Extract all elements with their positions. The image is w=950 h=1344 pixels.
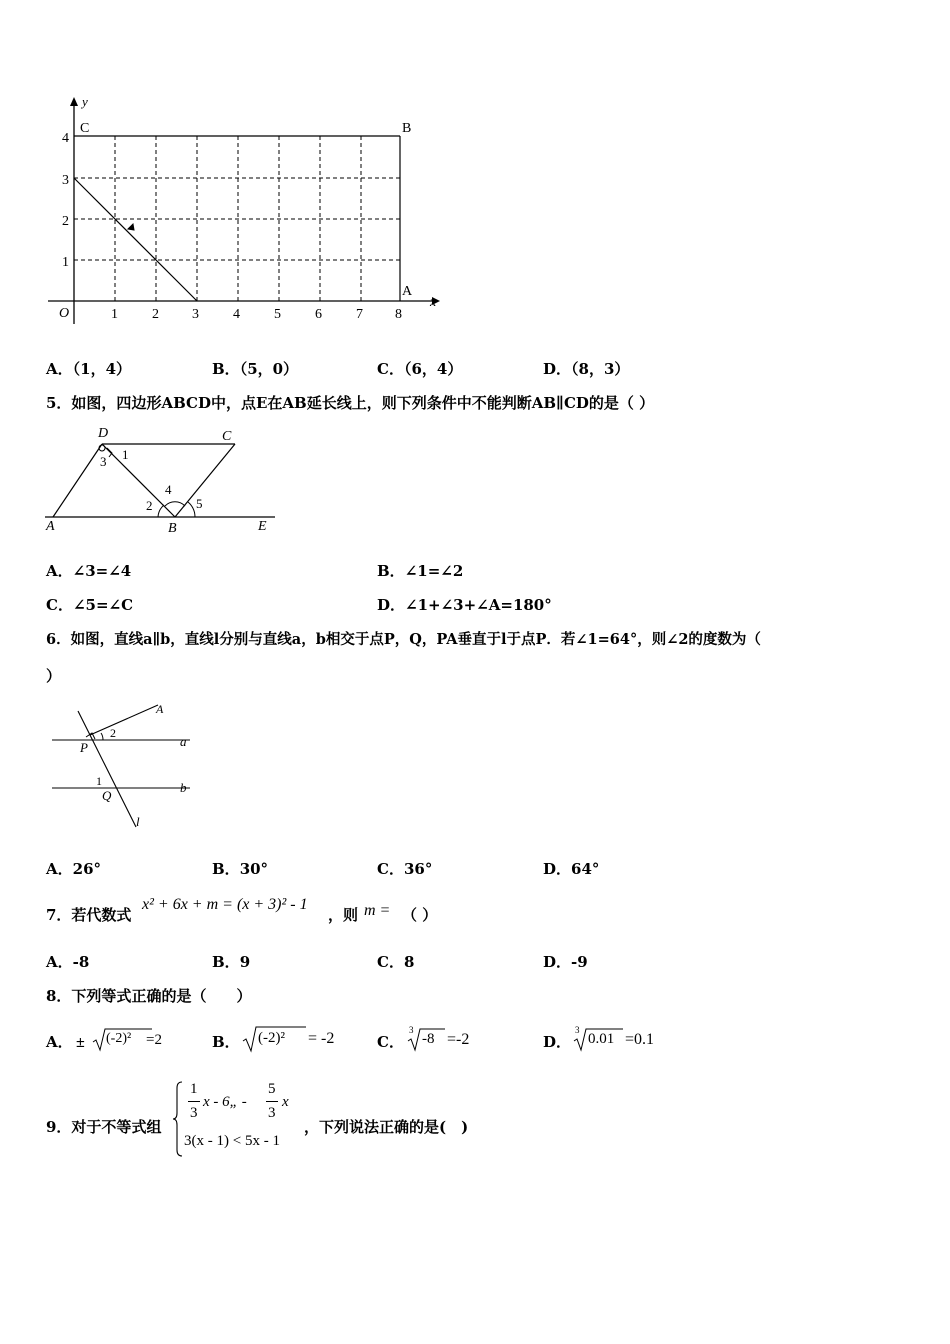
q6-option-c[interactable] [377,862,432,877]
q6-option-d[interactable] [543,862,599,877]
q6-stem-line2: ） [46,667,62,685]
q8-option-a[interactable] [46,1025,196,1055]
q7-prefix: 7．若代数式 [46,906,132,924]
svg-text:l: l [136,814,140,829]
q5-option-a[interactable] [46,564,131,579]
y-tick-3: 3 [62,173,69,188]
point-b-label: B [402,121,412,136]
option-text: ∠1=∠2 [404,562,464,580]
svg-text:a: a [180,734,187,749]
fraction-denominator: 3 [190,1105,198,1121]
q9-prefix: 9．对于不等式组 [46,1118,162,1136]
x-tick-4: 4 [233,307,240,322]
q4-option-a[interactable] [46,362,131,377]
option-letter: C． [46,596,73,614]
x-tick-5: 5 [274,307,281,322]
q6-stem-line1: 6．如图，直线a∥b，直线l分别与直线a，b相交于点P，Q，PA垂直于l于点P．若∠1=64°，则∠2的度数为（ [46,631,761,648]
q7-option-d[interactable] [543,955,588,970]
fraction-numerator: 1 [190,1081,198,1097]
y-axis-label: y [82,94,88,109]
option-letter: A． [46,953,73,971]
option-letter: B． [212,360,240,378]
option-text: 30° [239,860,269,878]
horizontal-gridlines [74,178,400,260]
svg-text:E: E [258,519,267,534]
option-letter: D． [377,596,406,614]
x-tick-2: 2 [152,307,159,322]
q5-option-b[interactable] [377,564,463,579]
option-text: （8，3） [571,360,630,378]
svg-text:2: 2 [146,498,153,513]
option-letter: C． [377,360,404,378]
option-text: （1，4） [72,360,132,378]
option-text: ∠5=∠C [72,596,134,614]
option-text: -9 [571,953,588,971]
svg-text:5: 5 [196,496,203,511]
option-letter: D． [543,860,572,878]
svg-text:1: 1 [122,447,129,462]
fraction-bar [266,1101,278,1102]
y-tick-2: 2 [62,214,69,229]
option-letter: B． [377,562,405,580]
option-letter: A． [46,360,73,378]
svg-text:B: B [168,521,177,536]
option-text: 36° [403,860,433,878]
option-text: 8 [403,953,415,971]
svg-text:3: 3 [100,454,107,469]
quadrilateral-figure [40,420,280,540]
q8-option-b[interactable] [212,1025,362,1055]
plus-minus-sign: ± [76,1034,85,1051]
option-letter: A． [46,562,73,580]
q7-option-c[interactable] [377,955,414,970]
q4-option-d[interactable] [543,362,629,377]
svg-text:b: b [180,780,187,795]
radicand: (-2)² [106,1031,132,1046]
fraction-denominator: 3 [268,1105,276,1121]
svg-text:Q: Q [102,788,112,803]
option-text: -8 [72,953,90,971]
motion-path [74,178,197,301]
svg-text:1: 1 [96,774,102,788]
q5-stem: 5．如图，四边形ABCD中，点E在AB延长线上，则下列条件中不能判断AB∥CD的是（ ） [46,394,655,412]
option-letter: C． [377,860,404,878]
q5-option-d[interactable] [377,598,552,613]
q7-suffix: （ ） [402,906,438,924]
parallel-lines-figure [40,695,210,835]
option-text: 9 [239,953,251,971]
option-text: （5，0） [239,360,299,378]
fraction-numerator: 5 [268,1081,276,1097]
x-tick-1: 1 [111,307,118,322]
right-hand-side: =-2 [447,1031,470,1048]
svg-text:D: D [98,426,109,441]
right-hand-side: =0.1 [625,1031,655,1048]
point-c-label: C [80,121,90,136]
option-letter: A． [46,860,73,878]
svg-text:4: 4 [165,482,172,497]
inequality-end: x [282,1094,289,1110]
svg-text:C: C [222,429,232,444]
x-tick-3: 3 [192,307,199,322]
motion-arrow [128,224,134,230]
origin-label: O [59,306,70,321]
x-tick-7: 7 [356,307,363,322]
q6-option-a[interactable] [46,862,101,877]
svg-text:P: P [80,740,88,755]
option-letter: C． [377,953,404,971]
option-letter: B． [212,1033,240,1051]
q7-middle: ，则 [328,906,359,924]
svg-text:2: 2 [110,726,116,740]
q6-option-b[interactable] [212,862,268,877]
root-index: 3 [409,1025,414,1035]
option-letter: D． [543,1033,572,1051]
x-tick-6: 6 [315,307,322,322]
option-text: ∠1+∠3+∠A=180° [405,596,552,614]
svg-text:A: A [46,519,55,534]
option-letter: B． [212,953,240,971]
q4-option-c[interactable] [377,362,462,377]
coordinate-grid-figure [40,92,450,327]
q9-suffix: ，下列说法正确的是( ) [304,1118,469,1136]
q7-variable: m = [364,902,391,919]
y-tick-1: 1 [62,255,69,270]
q5-option-c[interactable] [46,598,133,613]
q8-stem: 8．下列等式正确的是（ ） [46,987,252,1005]
option-letter: D． [543,360,572,378]
y-axis-arrow [70,97,78,106]
right-hand-side: = -2 [308,1030,335,1047]
right-hand-side: =2 [146,1032,162,1048]
q7-expression: x² + 6x + m = (x + 3)² - 1 [142,896,308,913]
fraction-bar [188,1101,200,1102]
option-letter: A． [46,1033,73,1051]
x-axis-label: x [430,295,437,310]
option-letter: C． [377,1033,404,1051]
point-a-label: A [402,284,413,299]
radicand: -8 [422,1031,435,1047]
q7-option-b[interactable] [212,955,250,970]
option-text: （6，4） [403,360,463,378]
radicand: 0.01 [588,1031,615,1047]
x-tick-8: 8 [395,307,402,322]
option-text: 26° [72,860,102,878]
root-index: 3 [575,1025,580,1035]
radicand: (-2)² [258,1030,285,1046]
q9-inequality-system [172,1080,312,1160]
q8-option-c[interactable] [377,1025,527,1055]
option-text: ∠3=∠4 [72,562,132,580]
inequality-middle: x - 6„ - [203,1094,247,1110]
q7-option-a[interactable] [46,955,89,970]
inequality-two: 3(x - 1) < 5x - 1 [184,1133,280,1149]
q8-option-d[interactable] [543,1025,693,1055]
option-text: 64° [571,860,600,878]
svg-text:A: A [156,702,164,716]
q4-option-b[interactable] [212,362,298,377]
y-tick-4: 4 [62,131,69,146]
option-letter: B． [212,860,240,878]
brace [172,1080,184,1158]
option-letter: D． [543,953,572,971]
